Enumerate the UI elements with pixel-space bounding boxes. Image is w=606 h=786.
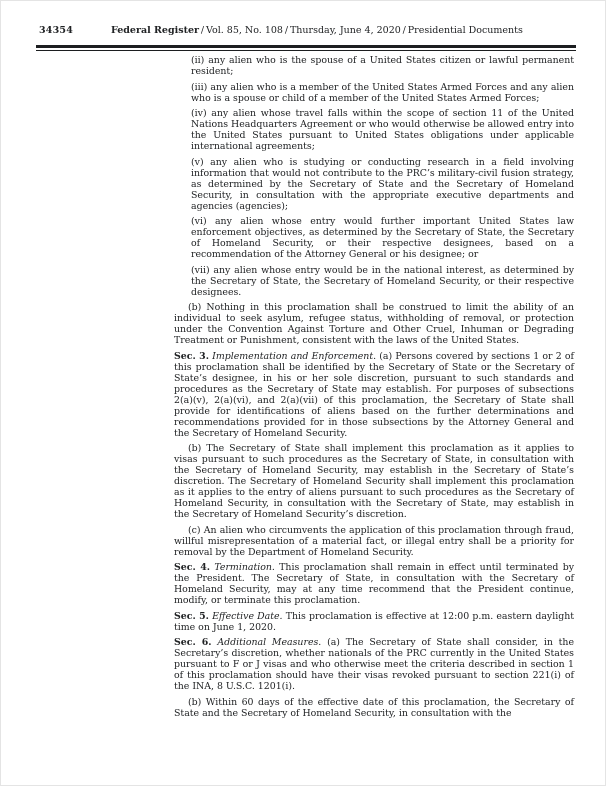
section-text: This proclamation shall remain in effect until terminated by the President. The Secretary of State, in consultation with the Secretary of Homeland Security, may at any time recommend that the President continue, modify, or terminate this proclamation. xyxy=(174,562,575,606)
running-head xyxy=(39,25,575,36)
paragraph-para-2b: (b) Nothing in this proclamation shall be construed to limit the ability of an individual to seek asylum, refugee status, withholding of removal, or protection under the Convention Against Torture and Other Cruel, Inhuman or Degrading Treatment or Punishment, consistent with the laws of the United States. xyxy=(174,302,574,346)
paragraph-sec-4 xyxy=(174,562,574,606)
page-number: 34354 xyxy=(39,25,74,36)
journal-title: Federal Register xyxy=(111,25,200,36)
rule-thin xyxy=(36,50,576,51)
section-title: Implementation and Enforcement. xyxy=(212,350,377,362)
section-text: (a) Persons covered by sections 1 or 2 of this proclamation shall be identified by the Secretary of State or the Secretary of State’s designee, in his or her sole discretion, pursuant to such standards and procedures as the Secretary of State may establish. For purposes of subsections 2(a)(v), 2(a)(vi), and 2(a)(vii) of this proclamation, the Secretary of State shall provide for identifications of aliens based on the further determinations and recommendations provided for in those subsections by the Attorney General and the Secretary of Homeland Security. xyxy=(174,350,574,439)
section-title: Termination. xyxy=(214,562,275,573)
header-double-rule xyxy=(36,45,576,51)
document-body xyxy=(174,55,574,723)
section-title: Additional Measures. xyxy=(217,637,322,648)
paragraph-item-iv: (iv) any alien whose travel falls within the scope of section 11 of the United Nations Headquarters Agreement or who would otherwise be allowed entry into the United States pursuant to United States obligations under applicable international agreements; xyxy=(191,108,574,152)
paragraph-item-vi: (vi) any alien whose entry would further important United States law enforcement objectives, as determined by the Secretary of State, the Secretary of Homeland Security, or their respective designees, based on a recommendation of the Attorney General or his designee; or xyxy=(191,216,574,260)
section-label: Sec. 6. xyxy=(174,637,212,648)
paragraph-item-ii: (ii) any alien who is the spouse of a United States citizen or lawful permanent resident; xyxy=(191,55,574,77)
section-text: (a) The Secretary of State shall consider, in the Secretary’s discretion, whether nationals of the PRC currently in the United States pursuant to F or J visas and who otherwise meet the criteria described in section 1 of this proclamation should have their visas revoked pursuant to section 221(i) of the INA, 8 U.S.C. 1201(i). xyxy=(174,637,575,692)
section-label: Sec. 3. xyxy=(174,350,209,362)
paragraph-para-3b: (b) The Secretary of State shall implement this proclamation as it applies to visas pursuant to such procedures as the Secretary of State, in consultation with the Secretary of Homeland Security, may establish in the Secretary of State’s discretion. The Secretary of Homeland Security shall implement this proclamation as it applies to the entry of aliens pursuant to such procedures as the Secretary of Homeland Security, in consultation with the Secretary of State, may establish in the Secretary of Homeland Security’s discretion. xyxy=(174,443,574,520)
paragraph-item-v: (v) any alien who is studying or conducting research in a field involving information that would not contribute to the PRC’s military-civil fusion strategy, as determined by the Secretary of State and the Secretary of Homeland Security, in consultation with the appropriate executive departments and agencies (agencies); xyxy=(191,156,574,212)
journal-citation-rest: / Vol. 85, No. 108 / Thursday, June 4, 2020 / Presidential Documents xyxy=(199,25,523,36)
paragraph-item-vii: (vii) any alien whose entry would be in the national interest, as determined by the Secretary of State, the Secretary of Homeland Security, or their respective designees. xyxy=(191,264,574,298)
paragraph-item-iii: (iii) any alien who is a member of the United States Armed Forces and any alien who is a spouse or child of a member of the United States Armed Forces; xyxy=(191,81,574,104)
paragraph-sec-5 xyxy=(174,611,574,633)
section-label: Sec. 4. xyxy=(174,562,211,573)
paragraph-sec-6 xyxy=(174,637,574,692)
paragraph-sec-3 xyxy=(174,351,574,439)
paragraph-para-3c: (c) An alien who circumvents the application of this proclamation through fraud, willful misrepresentation of a material fact, or illegal entry shall be a priority for removal by the Department of Homeland Security. xyxy=(174,524,574,558)
section-title: Effective Date. xyxy=(212,610,283,622)
rule-thick xyxy=(36,45,576,48)
section-text: This proclamation is effective at 12:00 p.m. eastern daylight time on June 1, 2020. xyxy=(174,610,575,633)
section-label: Sec. 5. xyxy=(174,610,209,622)
paragraph-para-6b: (b) Within 60 days of the effective date of this proclamation, the Secretary of State and the Secretary of Homeland Security, in consultation with the xyxy=(174,696,574,719)
journal-citation xyxy=(111,25,523,36)
